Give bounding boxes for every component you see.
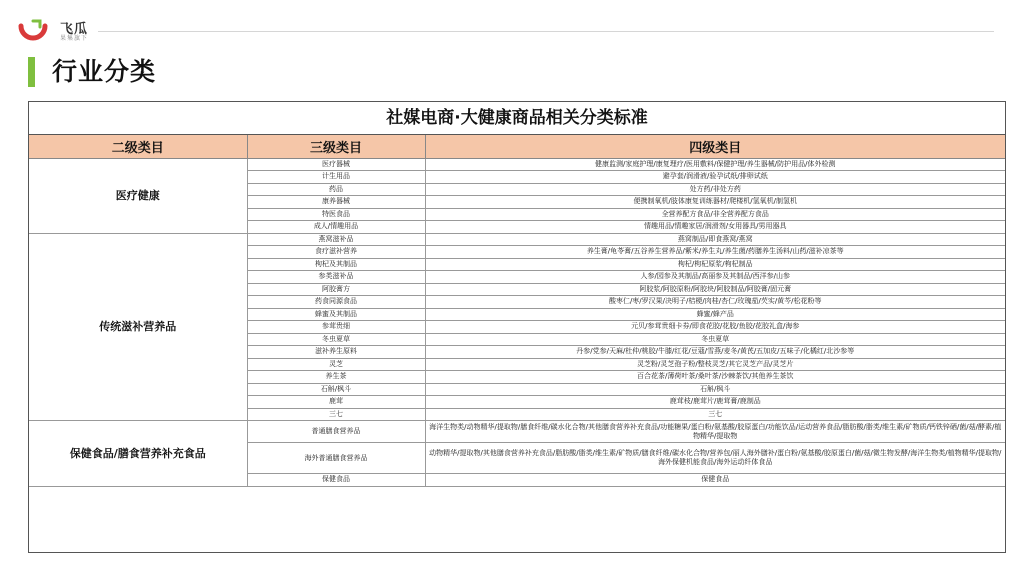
level3-cell: 养生茶: [247, 371, 425, 384]
level3-cell: 普通膳食营养品: [247, 421, 425, 443]
page-title: 行业分类: [52, 57, 157, 86]
level3-cell: 参茸贵细: [247, 321, 425, 334]
level4-cell: 燕窝制品/即食燕窝/燕窝: [425, 233, 1005, 246]
level4-cell: 全营养配方食品/非全营养配方食品: [425, 208, 1005, 221]
level4-cell: 健康监测/家庭护理/康复理疗/医用敷料/保健护理/养生器械/防护用品/体外检测: [425, 158, 1005, 171]
level4-cell: 养生膏/龟苓膏/五谷养生营养品/紫米/养生丸/养生菌/药膳养生汤料/山药/滋补凉茶等: [425, 246, 1005, 259]
level3-cell: 灵芝: [247, 358, 425, 371]
header-level3: 三级类目: [247, 135, 425, 158]
level4-cell: 便携制氧机/肢体康复训练器材/爬楼机/氢氧机/制氢机: [425, 196, 1005, 209]
category-table: [29, 135, 1005, 487]
table-row: [29, 421, 1005, 443]
level3-cell: 食疗滋补营养: [247, 246, 425, 259]
level4-cell: 海洋生物类/动物精华/提取物/膳食纤维/碳水化合物/其他膳食营养补充食品/功能糖果/蛋白粉/氨基酸/胶原蛋白/功能饮品/运动营养食品/脂肪酸/脂类/维生素/矿物质/钙铁锌硒/菌/菇/酵素/植物精华/提取物: [425, 421, 1005, 443]
level3-cell: 冬虫夏草: [247, 333, 425, 346]
level2-category: 传统滋补营养品: [29, 233, 247, 421]
level4-cell: 人参/园参及其制品/高丽参及其制品/西洋参/山参: [425, 271, 1005, 284]
level4-cell: 保健食品: [425, 474, 1005, 487]
level3-cell: 康养器械: [247, 196, 425, 209]
level3-cell: 蜂蜜及其制品: [247, 308, 425, 321]
header-level2: 二级类目: [29, 135, 247, 158]
level4-cell: 枸杞/枸杞原浆/枸杞制品: [425, 258, 1005, 271]
title-accent-bar: [28, 57, 35, 87]
level2-category: 保健食品/膳食营养补充食品: [29, 421, 247, 487]
level3-cell: 阿胶膏方: [247, 283, 425, 296]
level4-cell: 石斛/枫斗: [425, 383, 1005, 396]
level4-cell: 酸枣仁/枣/罗汉果/决明子/桔梗/肉桂/杏仁/玫瑰茄/芡实/黄芩/松花粉等: [425, 296, 1005, 309]
brand-name: 飞瓜: [60, 22, 89, 37]
feigua-logo-icon: [18, 18, 48, 44]
level2-category: 医疗健康: [29, 158, 247, 233]
level4-cell: 避孕套/润滑液/验孕试纸/排卵试纸: [425, 171, 1005, 184]
level3-cell: 参类滋补品: [247, 271, 425, 284]
table-title: 社媒电商·大健康商品相关分类标准: [29, 102, 1005, 135]
level3-cell: 保健食品: [247, 474, 425, 487]
header-divider: [98, 31, 994, 32]
level4-cell: 情趣用品/情趣家居/润滑剂/女用器具/男用器具: [425, 221, 1005, 234]
level4-cell: 动物精华/提取物/其他膳食营养补充食品/脂肪酸/脂类/维生素/矿物质/膳食纤维/碳水化合物/营养包/丽人海外膳补/蛋白粉/氨基酸/胶原蛋白/菌/菇/微生物发酵/海洋生物类/植物精华/提取物/海外保健机能食品/海外运动纤体食品: [425, 443, 1005, 474]
level3-cell: 药品: [247, 183, 425, 196]
level4-cell: 冬虫夏草: [425, 333, 1005, 346]
level4-cell: 处方药/非处方药: [425, 183, 1005, 196]
level3-cell: 枸杞及其制品: [247, 258, 425, 271]
level3-cell: 滋补养生原料: [247, 346, 425, 359]
level4-cell: 百合花茶/薄荷叶茶/桑叶茶/沙棘茶饮/其他养生茶饮: [425, 371, 1005, 384]
level3-cell: 计生用品: [247, 171, 425, 184]
level3-cell: 药食同源食品: [247, 296, 425, 309]
level3-cell: 三七: [247, 408, 425, 421]
level4-cell: 阿胶浆/阿胶原粉/阿胶块/阿胶制品/阿胶膏/固元膏: [425, 283, 1005, 296]
level4-cell: 元贝/参茸贵细卡券/即食花胶/花胶/鱼胶/花胶礼盒/海参: [425, 321, 1005, 334]
level4-cell: 蜂蜜/蜂产品: [425, 308, 1005, 321]
header-level4: 四级类目: [425, 135, 1005, 158]
table-row: [29, 158, 1005, 171]
level3-cell: 特医食品: [247, 208, 425, 221]
level3-cell: 海外普通膳食营养品: [247, 443, 425, 474]
level4-cell: 鹿茸枝/鹿茸片/鹿茸膏/鹿制品: [425, 396, 1005, 409]
level3-cell: 石斛/枫斗: [247, 383, 425, 396]
level3-cell: 鹿茸: [247, 396, 425, 409]
table-header-row: [29, 135, 1005, 158]
table-row: [29, 233, 1005, 246]
level3-cell: 医疗器械: [247, 158, 425, 171]
category-table-container: [28, 101, 1006, 553]
level3-cell: 燕窝滋补品: [247, 233, 425, 246]
level3-cell: 成人/情趣用品: [247, 221, 425, 234]
brand-subtitle: 果集旗下: [60, 35, 89, 42]
level4-cell: 丹参/党参/天麻/杜仲/桃胶/牛膝/红花/豆蔻/雪燕/麦冬/黄芪/五加皮/五味子/化橘红/北沙参等: [425, 346, 1005, 359]
level4-cell: 灵芝粉/灵芝孢子粉/整枝灵芝/其它灵芝产品/灵芝片: [425, 358, 1005, 371]
level4-cell: 三七: [425, 408, 1005, 421]
